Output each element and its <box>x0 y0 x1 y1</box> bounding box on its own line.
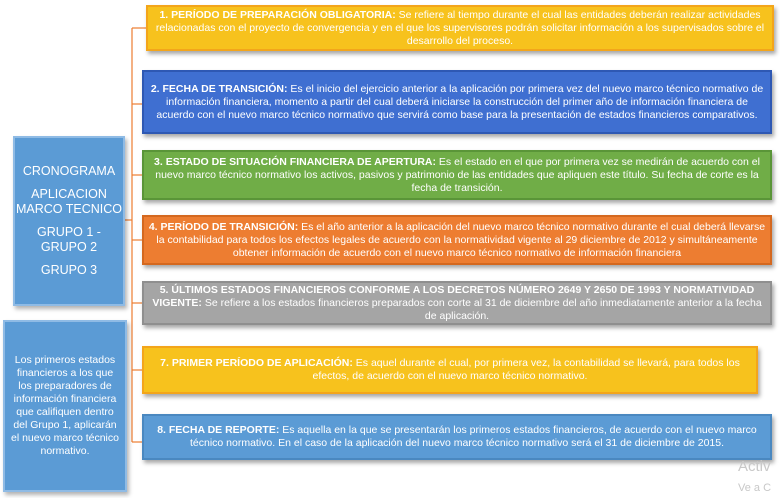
step-7-body: Es aquel durante el cual, por primera vez, la contabilidad se llevará, para todos los efectos, de acuerdo con el nuevo marco técnico normativo. <box>312 357 740 382</box>
step-8-text <box>148 424 766 450</box>
step-4-text <box>148 221 766 260</box>
step-2-title: 2. FECHA DE TRANSICIÓN: <box>150 82 288 95</box>
step-5-body: Se refiere a los estados financieros preparados con corte al 31 de diciembre del año inmediatamente anterior a la fecha de aplicación. <box>201 296 762 322</box>
step-8-title: 8. FECHA DE REPORTE: <box>157 424 280 436</box>
step-7-title: 7. PRIMER PERÍODO DE APLICACIÓN: <box>160 357 353 369</box>
step-2-text <box>148 83 766 122</box>
activation-watermark-subtext: Ve a C <box>738 482 772 494</box>
step-1-title: 1. PERÍODO DE PREPARACIÓN OBLIGATORIA: <box>159 8 396 21</box>
step-3-text <box>148 156 766 195</box>
step-1-text <box>152 9 768 48</box>
note-text: Los primeros estados financieros a los que los preparadores de información financiera que califiquen dentro del Grupo 1, aplicarán el nuevo marco técnico normativo. <box>11 354 119 457</box>
step-8-box <box>142 414 772 460</box>
step-1-box <box>146 5 774 51</box>
hub-line-group-3: GRUPO 3 <box>40 263 98 277</box>
step-2-body: Es el inicio del ejercicio anterior a la aplicación por primera vez del nuevo marco técnico normativo de información financiera, momento a partir del cual deberá iniciarse la construcción del primer año de información financiera de acuerdo con el nuevo marco técnico normativo que servirá como base para la presentación de estados financieros comparativos. <box>156 82 764 121</box>
note-box <box>3 320 127 492</box>
hub-line-groups-1-2: GRUPO 1 - GRUPO 2 <box>37 225 101 254</box>
step-5-box <box>142 281 772 325</box>
activation-watermark: Activ <box>738 458 771 475</box>
hub-line-title: CRONOGRAMA <box>22 164 116 178</box>
step-4-title: 4. PERÍODO DE TRANSICIÓN: <box>148 220 299 233</box>
cronograma-hub <box>13 136 125 306</box>
step-4-body: Es el año anterior a la aplicación del nuevo marco técnico normativo durante el cual deberá llevarse la contabilidad para todos los efectos legales de acuerdo con la normatividad vigente al 29 diciembre de 2012 y simultáneamente obtener información de acuerdo con el nuevo marco técnico normativo de información financiera <box>156 220 766 259</box>
step-2-box <box>142 70 772 134</box>
step-1-body: Se refiere al tiempo durante el cual las entidades deberán realizar actividades relacionadas con el proyecto de convergencia y en el que los supervisores podrán solicitar información a los supervisados sobre el desarrollo del proceso. <box>155 8 765 47</box>
step-7-box <box>142 346 758 394</box>
step-5-text <box>148 284 766 323</box>
step-4-box <box>142 215 772 265</box>
step-3-title: 3. ESTADO DE SITUACIÓN FINANCIERA DE APERTURA: <box>154 155 437 168</box>
step-7-text <box>148 357 752 383</box>
step-5-title: 5. ÚLTIMOS ESTADOS FINANCIEROS CONFORME A LOS DECRETOS NÚMERO 2649 Y 2650 DE 1993 Y NORMATIVIDAD VIGENTE: <box>152 283 755 309</box>
step-3-box <box>142 150 772 200</box>
step-3-body: Es el estado en el que por primera vez se medirán de acuerdo con el nuevo marco técnico normativo los activos, pasivos y patrimonio de las entidades que apliquen este título. Su fecha de corte es la fecha de transición. <box>155 155 760 194</box>
hub-line-subtitle: APLICACION MARCO TECNICO <box>15 187 123 216</box>
step-8-body: Es aquella en la que se presentarán los primeros estados financieros, de acuerdo con el nuevo marco técnico normativo. En el caso de la aplicación del nuevo marco técnico normativo será el 31 de diciembre de 2015. <box>189 424 757 449</box>
